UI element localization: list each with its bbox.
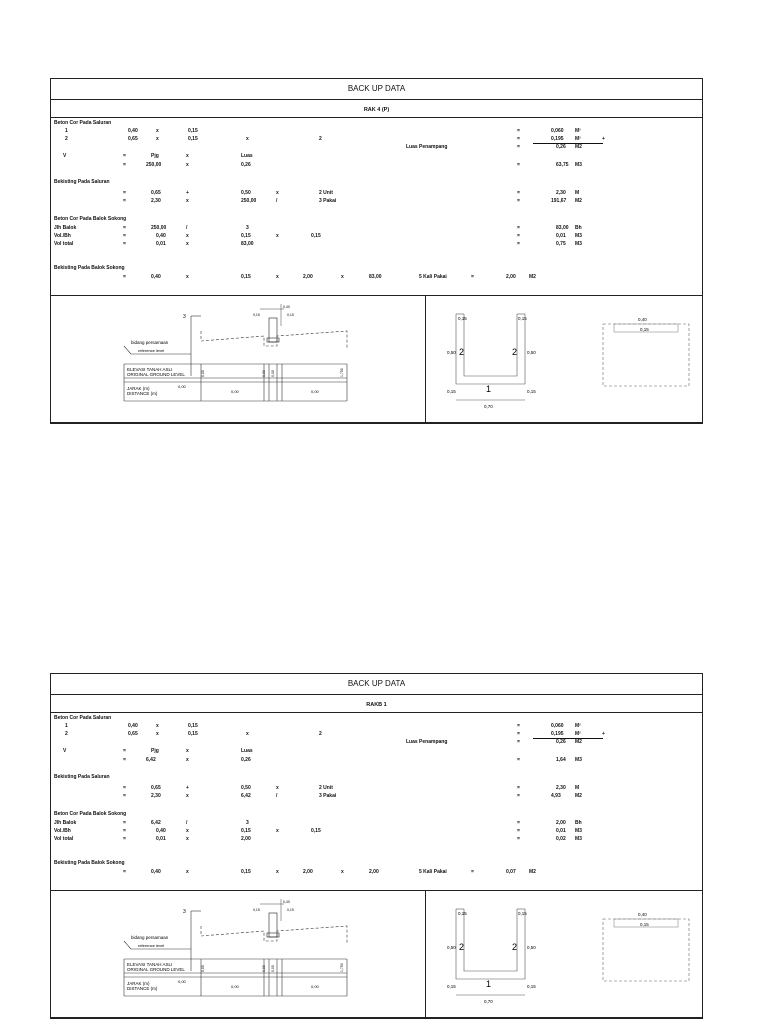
height-right-dim: 0,50 (527, 945, 536, 950)
long-section-drawing (51, 891, 425, 1017)
elevation-value: 0,00 (201, 370, 205, 377)
cross-section-drawing (425, 296, 704, 422)
elevation-value: 1,750 (340, 963, 344, 972)
elevation-row-label-en: ORIGINAL GROUND LEVEL (127, 967, 185, 972)
calc-row: = 2,30 x 250,00 / 3 Pakai = 191,67 M2 (123, 198, 582, 204)
distance-value: 0,00 (311, 389, 319, 394)
base-left-dim: 0,15 (447, 389, 456, 394)
top-right-dim: 0,15 (518, 316, 527, 321)
distance-row-label: JARAK (m) (127, 981, 150, 986)
side-dimension-right: 0,15 (287, 908, 294, 912)
top-right-dim: 0,15 (518, 911, 527, 916)
calc-row: = 0,65 + 0,50 x 2 Unit = 2,30 M (123, 785, 580, 791)
calc-row: Jlh Balok = 250,00 / 3 = 83,00 Bh (54, 225, 582, 231)
top-dimension: 0,40 (283, 305, 290, 309)
calc-row: 2 0,65 x 0,15 x 2 = 0,195 M² + (65, 731, 605, 737)
elevation-label: 3 (183, 909, 186, 915)
box-width-dim: 0,40 (638, 317, 647, 322)
section-heading: Bekisting Pada Saluran (54, 179, 110, 185)
distance-value: 0,00 (311, 984, 319, 989)
section-heading: Bekisting Pada Balok Sokong (54, 265, 125, 271)
calc-row: = 250,00 x 0,26 = 63,75 M3 (123, 162, 582, 168)
calc-row: Vol./Bh = 0,40 x 0,15 x 0,15 = 0,01 M3 (54, 828, 582, 834)
elevation-label: 3 (183, 314, 186, 320)
box-height-dim: 0,15 (640, 922, 649, 927)
base-right-dim: 0,15 (527, 984, 536, 989)
calc-row: = 2,30 x 6,42 / 3 Pakai = 4,93 M2 (123, 793, 582, 799)
top-left-dim: 0,15 (458, 911, 467, 916)
height-left-dim: 0,50 (447, 350, 456, 355)
side-dimension-left: 0,15 (253, 908, 260, 912)
calc-row: Luas Penampang = 0,26 M2 (51, 739, 702, 746)
base-left-dim: 0,15 (447, 984, 456, 989)
section-heading: Bekisting Pada Balok Sokong (54, 860, 125, 866)
elevation-row-label: ELEVASI TANAH ASLI (127, 962, 173, 967)
sheet-subtitle: RAK 4 (P) (51, 103, 702, 118)
calc-row: = 0,40 x 0,15 x 2,00 x 83,00 5 Kali Pakai = 2,00 M2 (123, 274, 536, 280)
section-heading: Beton Cor Pada Saluran (54, 120, 112, 126)
sheet-title: BACK UP DATA (51, 674, 702, 695)
width-dim: 0,70 (484, 404, 493, 409)
elevation-value: 0,00 (201, 965, 205, 972)
section-heading: Bekisting Pada Saluran (54, 774, 110, 780)
calc-row: Luas Penampang = 0,26 M2 (51, 144, 702, 151)
calc-row: Vol total = 0,01 x 83,00 = 0,75 M3 (54, 241, 582, 247)
base-number: 1 (486, 384, 492, 394)
elevation-row-label: ELEVASI TANAH ASLI (127, 367, 173, 372)
height-left-dim: 0,50 (447, 945, 456, 950)
reference-text: reference level (138, 348, 165, 353)
top-dimension: 0,40 (283, 900, 290, 904)
distance-row-label-en: DISTANCE (m) (127, 391, 158, 396)
calc-row: Jlh Balok = 6,42 / 3 = 2,00 Bh (54, 820, 582, 826)
elevation-value: 0,00 (271, 965, 275, 972)
distance-row-label: JARAK (m) (127, 386, 150, 391)
distance-value: 0,00 (231, 984, 239, 989)
section-heading: Beton Cor Pada Saluran (54, 715, 112, 721)
box-width-dim: 0,40 (638, 912, 647, 917)
distance-value: 0,00 (231, 389, 239, 394)
section-heading: Beton Cor Pada Balok Sokong (54, 216, 127, 222)
calc-row: = 6,42 x 0,26 = 1,64 M3 (123, 757, 582, 763)
calc-row: 1 0,40 x 0,15 = 0,060 M² (65, 723, 581, 729)
long-section-drawing (51, 296, 425, 422)
zero-text: 0,00 (178, 384, 186, 389)
backup-sheet (50, 78, 703, 424)
height-right-dim: 0,50 (527, 350, 536, 355)
base-number: 1 (486, 979, 492, 989)
elevation-row-label-en: ORIGINAL GROUND LEVEL (127, 372, 185, 377)
calc-row: = 0,65 + 0,50 x 2 Unit = 2,30 M (123, 190, 580, 196)
sum-line (533, 738, 603, 739)
width-dim: 0,70 (484, 999, 493, 1004)
sheet-subtitle: RAKB 1 (51, 698, 702, 713)
calc-row: 1 0,40 x 0,15 = 0,060 M² (65, 128, 581, 134)
box-height-dim: 0,15 (640, 327, 649, 332)
drawing-area (51, 890, 702, 1017)
backup-sheet (50, 673, 703, 1019)
top-left-dim: 0,15 (458, 316, 467, 321)
wall-right-number: 2 (512, 942, 518, 952)
distance-row-label-en: DISTANCE (m) (127, 986, 158, 991)
calc-row: 2 0,65 x 0,15 x 2 = 0,195 M² + (65, 136, 605, 142)
elevation-value: 0,00 (271, 370, 275, 377)
calculation-block (51, 713, 702, 888)
bidang-text: bidang persamaan (131, 935, 169, 940)
elevation-value: 0,00 (262, 370, 266, 377)
wall-right-number: 2 (512, 347, 518, 357)
cross-section-drawing (425, 891, 704, 1017)
side-dimension-left: 0,15 (253, 313, 260, 317)
side-dimension-right: 0,15 (287, 313, 294, 317)
sheet-title: BACK UP DATA (51, 79, 702, 100)
wall-left-number: 2 (459, 347, 465, 357)
calc-row: Vol total = 0,01 x 2,00 = 0,02 M3 (54, 836, 582, 842)
wall-left-number: 2 (459, 942, 465, 952)
base-right-dim: 0,15 (527, 389, 536, 394)
zero-text: 0,00 (178, 979, 186, 984)
drawing-area (51, 295, 702, 422)
calc-row: V = Pjg x Luas (63, 748, 253, 754)
calc-row: Vol./Bh = 0,40 x 0,15 x 0,15 = 0,01 M3 (54, 233, 582, 239)
calc-row: V = Pjg x Luas (63, 153, 253, 159)
elevation-value: 0,00 (262, 965, 266, 972)
elevation-value: 1,750 (340, 368, 344, 377)
bidang-text: bidang persamaan (131, 340, 169, 345)
section-heading: Beton Cor Pada Balok Sokong (54, 811, 127, 817)
calc-row: = 0,40 x 0,15 x 2,00 x 2,00 5 Kali Pakai = 0,07 M2 (123, 869, 536, 875)
sum-line (533, 143, 603, 144)
reference-text: reference level (138, 943, 165, 948)
calculation-block (51, 118, 702, 293)
